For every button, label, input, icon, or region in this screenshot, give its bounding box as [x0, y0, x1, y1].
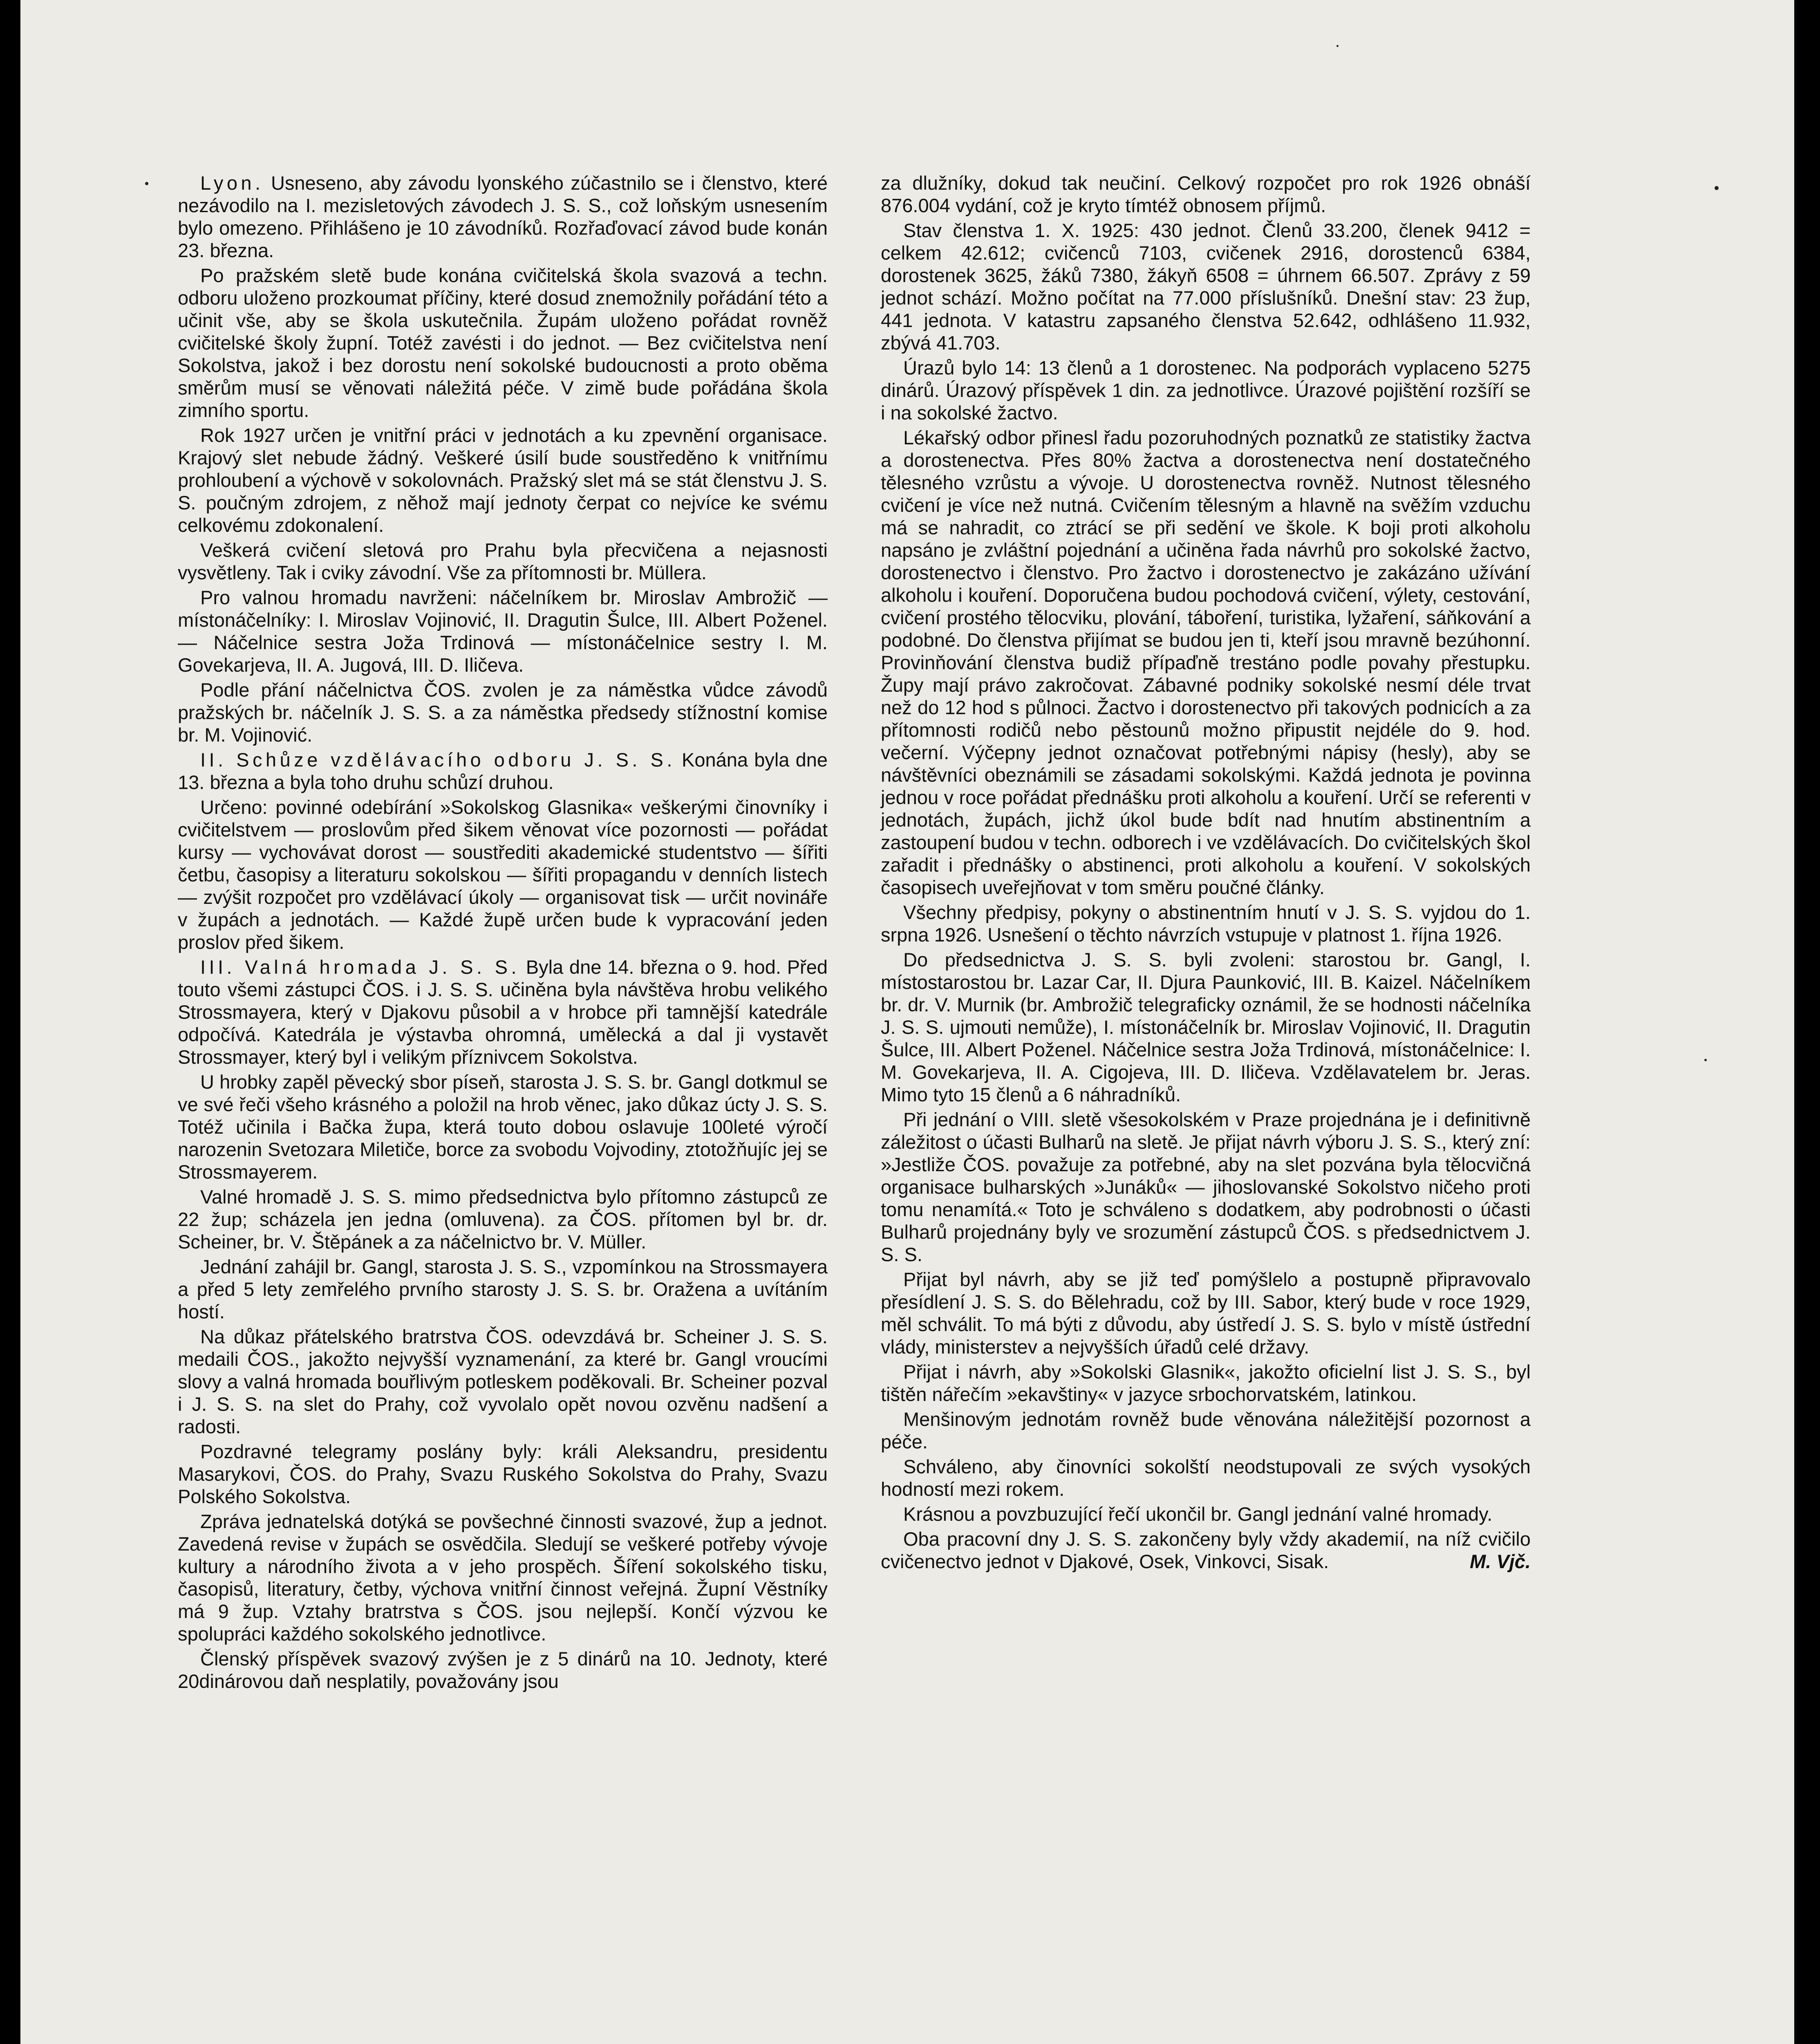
section-heading-paragraph [178, 956, 828, 1068]
paragraph: Veškerá cvičení sletová pro Prahu byla přecvičena a nejasnosti vysvětleny. Tak i cviky závodní. Vše za přítomnosti br. Müllera. [178, 539, 828, 583]
paragraph: Zpráva jednatelská dotýká se povšechné činnosti svazové, žup a jednot. Zavedená revise v župách se osvědčila. Sledují se veškeré potřeby vývoje kultury a národního života a v jeho prospěch. Šíření sokolského tisku, časopisů, literatury, četby, výchova vnitřní činnost veřejná. Župní Věstníky má 9 žup. Vztahy bratrstva s ČOS. jsou nejlepší. Končí výzvou ke spolupráci každého sokolského jednotlivce. [178, 1511, 828, 1645]
signature: M. Vjč. [1470, 1551, 1531, 1572]
paragraph: Valné hromadě J. S. S. mimo předsednictva bylo přítomno zástupců ze 22 žup; scházela jen jedna (omluvena). za ČOS. přítomen byl br. dr. Scheiner, br. V. Štěpánek a za náčelnictvo br. V. Müller. [178, 1186, 828, 1253]
paragraph-text: Konána byla dne 13. března a byla toho druhu schůzí druhou. [178, 749, 828, 793]
print-speck [1704, 1059, 1707, 1061]
paragraph: Po pražském sletě bude konána cvičitelská škola svazová a techn. odboru uloženo prozkoumat příčiny, které dosud znemožnily pořádání této a učinit vše, aby se škola uskutečnila. Župám uloženo pořádat rovněž cvičitelské školy župní. Totéž zavésti i do jednot. — Bez cvičitelstva není Sokolstva, jakož i bez dorostu není sokolské budoucnosti a proto oběma směrům musí se věnovati náležitá péče. V zimě bude pořádána škola zimního sportu. [178, 264, 828, 421]
paragraph: Pro valnou hromadu navrženi: náčelníkem br. Miroslav Ambrožič — místonáčelníky: I. Miroslav Vojinović, II. Dragutin Šulce, III. Albert Poženel. — Náčelnice sestra Joža Trdinová — místonáčelnice sestry I. M. Govekarjeva, II. A. Jugová, III. D. Iličeva. [178, 587, 828, 676]
paragraph: za dlužníky, dokud tak neučiní. Celkový rozpočet pro rok 1926 obnáší 876.004 vydání, což je kryto tímtéž obnosem příjmů. [881, 172, 1531, 216]
section-heading: II. Schůze vzdělávacího odboru J. S. S. [200, 749, 676, 771]
paragraph-lyon [178, 172, 828, 262]
paragraph: Na důkaz přátelského bratrstva ČOS. odevzdává br. Scheiner J. S. S. medaili ČOS., jakožto nejvyšší vyznamenání, za které br. Gangl vroucími slovy a valná hromada bouřlivým potleskem poděkovali. Br. Scheiner pozval i J. S. S. na slet do Prahy, což vyvolalo opět novou ozvěnu nadšení a radosti. [178, 1326, 828, 1437]
paragraph: Krásnou a povzbuzující řečí ukončil br. Gangl jednání valné hromady. [903, 1503, 1493, 1525]
paragraph: Členský příspěvek svazový zvýšen je z 5 dinárů na 10. Jednoty, které 20dinárovou daň nesplatily, považovány jsou [178, 1648, 828, 1692]
section-heading-paragraph [178, 749, 828, 793]
paragraph: Při jednání o VIII. sletě všesokolském v Praze projednána je i definitivně záležitost o účasti Bulharů na sletě. Je přijat návrh výboru J. S. S., který zní: »Jestliže ČOS. považuje za potřebné, aby na slet pozvána byla tělocvičná organisace bulharských »Junáků« — jihoslovanské Sokolstvo ničeho proti tomu nenamítá.« Toto je schváleno s dodatkem, aby podrobnosti o účasti Bulharů projednány byly ve srozumění zástupců ČOS. s předsednictvem J. S. S. [881, 1109, 1531, 1265]
paragraph: Menšinovým jednotám rovněž bude věnována náležitější pozornost a péče. [881, 1408, 1531, 1452]
paragraph: Určeno: povinné odebírání »Sokolskog Glasnika« veškerými činovníky i cvičitelstvem — proslovům před šikem věnovat více pozornosti — pořádat kursy — vychovávat dorost — soustřediti akademické studentstvo — šířiti četbu, časopisy a literaturu sokolskou — šířiti propagandu v denních listech — zvýšit rozpočet pro vzdělávací úkoly — organisovat tisk — určit novináře v župách a jednotách. — Každé župě určen bude k vypracování jeden proslov před šikem. [178, 796, 828, 953]
paragraph: Podle přání náčelnictva ČOS. zvolen je za náměstka vůdce závodů pražských br. náčelník J. S. S. a za náměstka předsedy stížnostní komise br. M. Vojinović. [178, 679, 828, 746]
paragraph: Lékařský odbor přinesl řadu pozoruhodných poznatků ze statistiky žactva a dorostenectva. Přes 80% žactva a dorostenectva není dostatečného tělesného vzrůstu a vývoje. U dorostenectva rovněž. Nutnost tělesného cvičení je více než nutná. Cvičením tělesným a hlavně na svěžím vzduchu má se nahradit, co ztrácí se při sedění ve škole. K boji proti alkoholu napsáno je zvláštní pojednání a učiněna řada návrhů pro sokolské žactvo, dorostenectvo i členstvo. Pro žactvo i dorostenectvo je zakázáno užívání alkoholu i kouření. Doporučena budou pochodová cvičení, výlety, cestování, cvičení prostého tělocviku, plování, táboření, turistika, lyžaření, sáňkování a podobné. Do členstva přijímat se budou jen ti, kteří jsou mravně bezúhonní. Provinňování členstva budiž přípaďně trestáno podle povahy přestupku. Župy mají právo zakročovat. Zábavné podniky sokolské nesmí déle trvat než do 12 hod s půlnoci. Žactvo i dorostenectvo při takových podnicích a za přítomnosti rodičů nebo pěstounů možno připustit nejdéle do 9. hod. večerní. Výčepny jednot označovat potřebnými nápisy (hesly), aby se návštěvníci obeznámili se zásadami sokolskými. Každá jednota je povinna jednou v roce pořádat přednášku proti alkoholu a kouření. Určí se referenti v jednotách, župách, jichž úkol bude bdít nad hnutím abstinentním a zastoupení budou v techn. odborech i ve vzdělávacích. Do cvičitelských škol zařadit i přednášky o abstinenci, proti alkoholu a kouření. V sokolských časopisech uveřejňovat v tom směru poučné články. [881, 427, 1531, 898]
paragraph: Pozdravné telegramy poslány byly: králi Aleksandru, presidentu Masarykovi, ČOS. do Prahy, Svazu Ruského Sokolstva do Prahy, Svazu Polského Sokolstva. [178, 1441, 828, 1507]
right-column [881, 172, 1531, 1575]
print-speck [1715, 186, 1719, 190]
paragraph: Všechny předpisy, pokyny o abstinentním hnutí v J. S. S. vyjdou do 1. srpna 1926. Usnešení o těchto návrzích vstupuje v platnost 1. října 1926. [881, 901, 1531, 946]
print-speck [145, 182, 148, 185]
paragraph: Přijat i návrh, aby »Sokolski Glasnik«, jakožto oficielní list J. S. S., byl tištěn nářečím »ekavštiny« v jazyce srbochorvatském, latinkou. [881, 1361, 1531, 1405]
page [20, 0, 1794, 2044]
section-heading: III. Valná hromada J. S. S. [200, 956, 520, 978]
paragraph: Úrazů bylo 14: 13 členů a 1 dorostenec. Na podporách vyplaceno 5275 dinárů. Úrazový příspěvek 1 din. za jednotlivce. Úrazové pojištění rozšíří se i na sokolské žactvo. [881, 357, 1531, 424]
paragraph-text: Byla dne 14. března o 9. hod. Před touto všemi zástupci ČOS. i J. S. S. učiněna byla návštěva hrobu velikého Strossmayera, který v Djakovu působil a v hrobce při tamnější katedrále odpočívá. Katedrála je výstavba ohromná, umělecká a dal ji vystavět Strossmayer, který byl i velikým příznivcem Sokolstva. [178, 956, 828, 1068]
paragraph-closing [881, 1528, 1531, 1573]
paragraph-text: Usneseno, aby závodu lyonského zúčastnilo se i členstvo, které nezávodilo na I. mezisletových závodech J. S. S., což loňským usnesením bylo omezeno. Přihlášeno je 10 závodníků. Rozřaďovací závod bude konán 23. března. [178, 172, 828, 261]
paragraph: Přijat byl návrh, aby se již teď pomýšlelo a postupně připravovalo přesídlení J. S. S. do Bělehradu, což by III. Sabor, který bude v roce 1929, měl schválit. To má býti z důvodu, aby ústředí J. S. S. bylo v místě ústřední vlády, ministerstev a nejvyšších úřadů celé državy. [881, 1269, 1531, 1358]
left-column [178, 172, 828, 1695]
paragraph: Rok 1927 určen je vnitřní práci v jednotách a ku zpevnění organisace. Krajový slet nebude žádný. Veškeré úsilí bude soustředěno k vnitřnímu prohloubení a výchově v sokolovnách. Pražský slet má se stát členstvu J. S. S. poučným zdrojem, z něhož mají jednoty čerpat co nejvíce ke svému celkovému zdokonalení. [178, 424, 828, 536]
paragraph: Stav členstva 1. X. 1925: 430 jednot. Členů 33.200, členek 9412 = celkem 42.612; cvičenců 7103, cvičenek 2916, dorostenců 6384, dorostenek 3625, žáků 7380, žákyň 6508 = úhrnem 66.507. Zprávy z 59 jednot schází. Možno počítat na 77.000 příslušníků. Dnešní stav: 23 žup, 441 jednota. V katastru zapsaného členstva 52.642, odhlášeno 11.932, zbývá 41.703. [881, 220, 1531, 354]
paragraph-lead: Lyon. [200, 172, 264, 194]
paragraph-text: Oba pracovní dny J. S. S. zakončeny byly vždy akademií, na níž cvičilo cvičenectvo jednot v Djakové, Osek, Vinkovci, Sisak. [881, 1528, 1531, 1572]
paragraph: Jednání zahájil br. Gangl, starosta J. S. S., vzpomínkou na Strossmayera a před 5 lety zemřelého prvního starosty J. S. S. br. Oražena a uvítáním hostí. [178, 1256, 828, 1322]
paragraph: Schváleno, aby činovníci sokolští neodstupovali ze svých vysokých hodností mezi rokem. [881, 1456, 1531, 1500]
paragraph: Do předsednictva J. S. S. byli zvoleni: starostou br. Gangl, I. místostarostou br. Lazar Car, II. Djura Paunković, III. B. Kaizel. Náčelníkem br. dr. V. Murnik (br. Ambrožič telegraficky oznámil, že se hodnosti náčelníka J. S. S. ujmouti nemůže), I. místonáčelník br. Miroslav Vojinović, II. Dragutin Šulce, III. Albert Poženel. Náčelnice sestra Joža Trdinová, místonáčelnice: I. M. Govekarjeva, II. A. Cigojeva, III. D. Iličeva. Vzdělavatelem br. Jeras. Mimo tyto 15 členů a 6 náhradníků. [881, 949, 1531, 1105]
scan-border [1794, 0, 1820, 2044]
print-speck [1336, 45, 1339, 47]
paragraph: U hrobky zapěl pěvecký sbor píseň, starosta J. S. S. br. Gangl dotkmul se ve své řeči všeho krásného a položil na hrob věnec, jako důkaz úcty J. S. S. Totéž učinila i Bačka župa, která touto dobou oslavuje 100leté výročí narozenin Svetozara Miletiče, borce za svobodu Vojvodiny, ztotožňujíc jej se Strossmayerem. [178, 1071, 828, 1183]
